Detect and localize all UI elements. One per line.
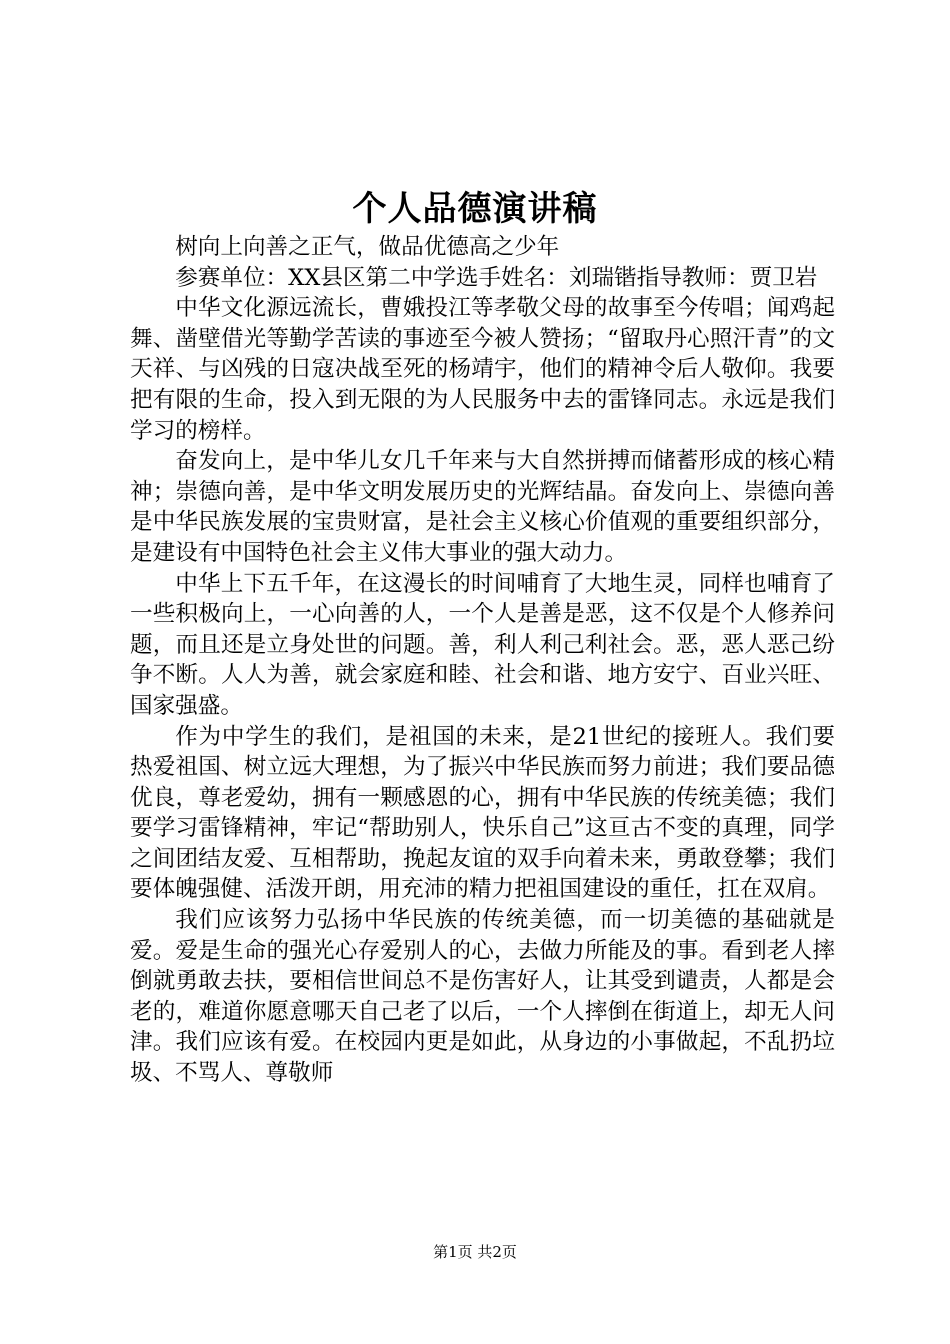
body-paragraph: 作为中学生的我们，是祖国的未来，是21世纪的接班人。我们要热爱祖国、树立远大理想，为了振兴中华民族而努力前进；我们要品德优良，尊老爱幼，拥有一颗感恩的心，拥有中华民族的传统美德；我们要学习雷锋精神，牢记“帮助别人，快乐自己”这亘古不变的真理，同学之间团结友爱、互相帮助，挽起友谊的双手向着未来，勇敢登攀；我们要体魄强健、活泼开朗，用充沛的精力把祖国建设的重任，扛在双肩。 — [130, 723, 835, 903]
body-paragraph: 中华上下五千年，在这漫长的时间哺育了大地生灵，同样也哺育了一些积极向上，一心向善的人，一个人是善是恶，这不仅是个人修养问题，而且还是立身处世的问题。善，利人利己利社会。恶，恶人恶己纷争不断。人人为善，就会家庭和睦、社会和谐、地方安宁、百业兴旺、国家强盛。 — [130, 570, 835, 719]
body-paragraph: 奋发向上，是中华儿女几千年来与大自然拼搏而储蓄形成的核心精神；崇德向善，是中华文明发展历史的光辉结晶。奋发向上、崇德向善是中华民族发展的宝贵财富，是社会主义核心价值观的重要组织部分，是建设有中国特色社会主义伟大事业的强大动力。 — [130, 448, 835, 566]
document-body — [130, 232, 835, 1089]
body-paragraph: 我们应该努力弘扬中华民族的传统美德，而一切美德的基础就是爱。爱是生命的强光心存爱别人的心，去做力所能及的事。看到老人摔倒就勇敢去扶，要相信世间总不是伤害好人，让其受到谴责，人都是会老的，难道你愿意哪天自己老了以后，一个人摔倒在街道上，却无人问津。我们应该有爱。在校园内更是如此，从身边的小事做起，不乱扔垃圾、不骂人、尊敬师 — [130, 907, 835, 1087]
page-number-footer: 第1页 共2页 — [433, 1243, 517, 1261]
body-paragraph: 中华文化源远流长，曹娥投江等孝敬父母的故事至今传唱；闻鸡起舞、凿壁借光等勤学苦读的事迹至今被人赞扬；“留取丹心照汗青”的文天祥、与凶残的日寇决战至死的杨靖宇，他们的精神令后人敬仰。我要把有限的生命，投入到无限的为人民服务中去的雷锋同志。永远是我们学习的榜样。 — [130, 295, 835, 444]
subtitle-paragraph: 树向上向善之正气，做品优德高之少年 — [175, 234, 560, 260]
document-title: 个人品德演讲稿 — [352, 189, 598, 229]
author-info-paragraph: 参赛单位：XX县区第二中学选手姓名：刘瑞锴指导教师：贾卫岩 — [175, 264, 818, 291]
